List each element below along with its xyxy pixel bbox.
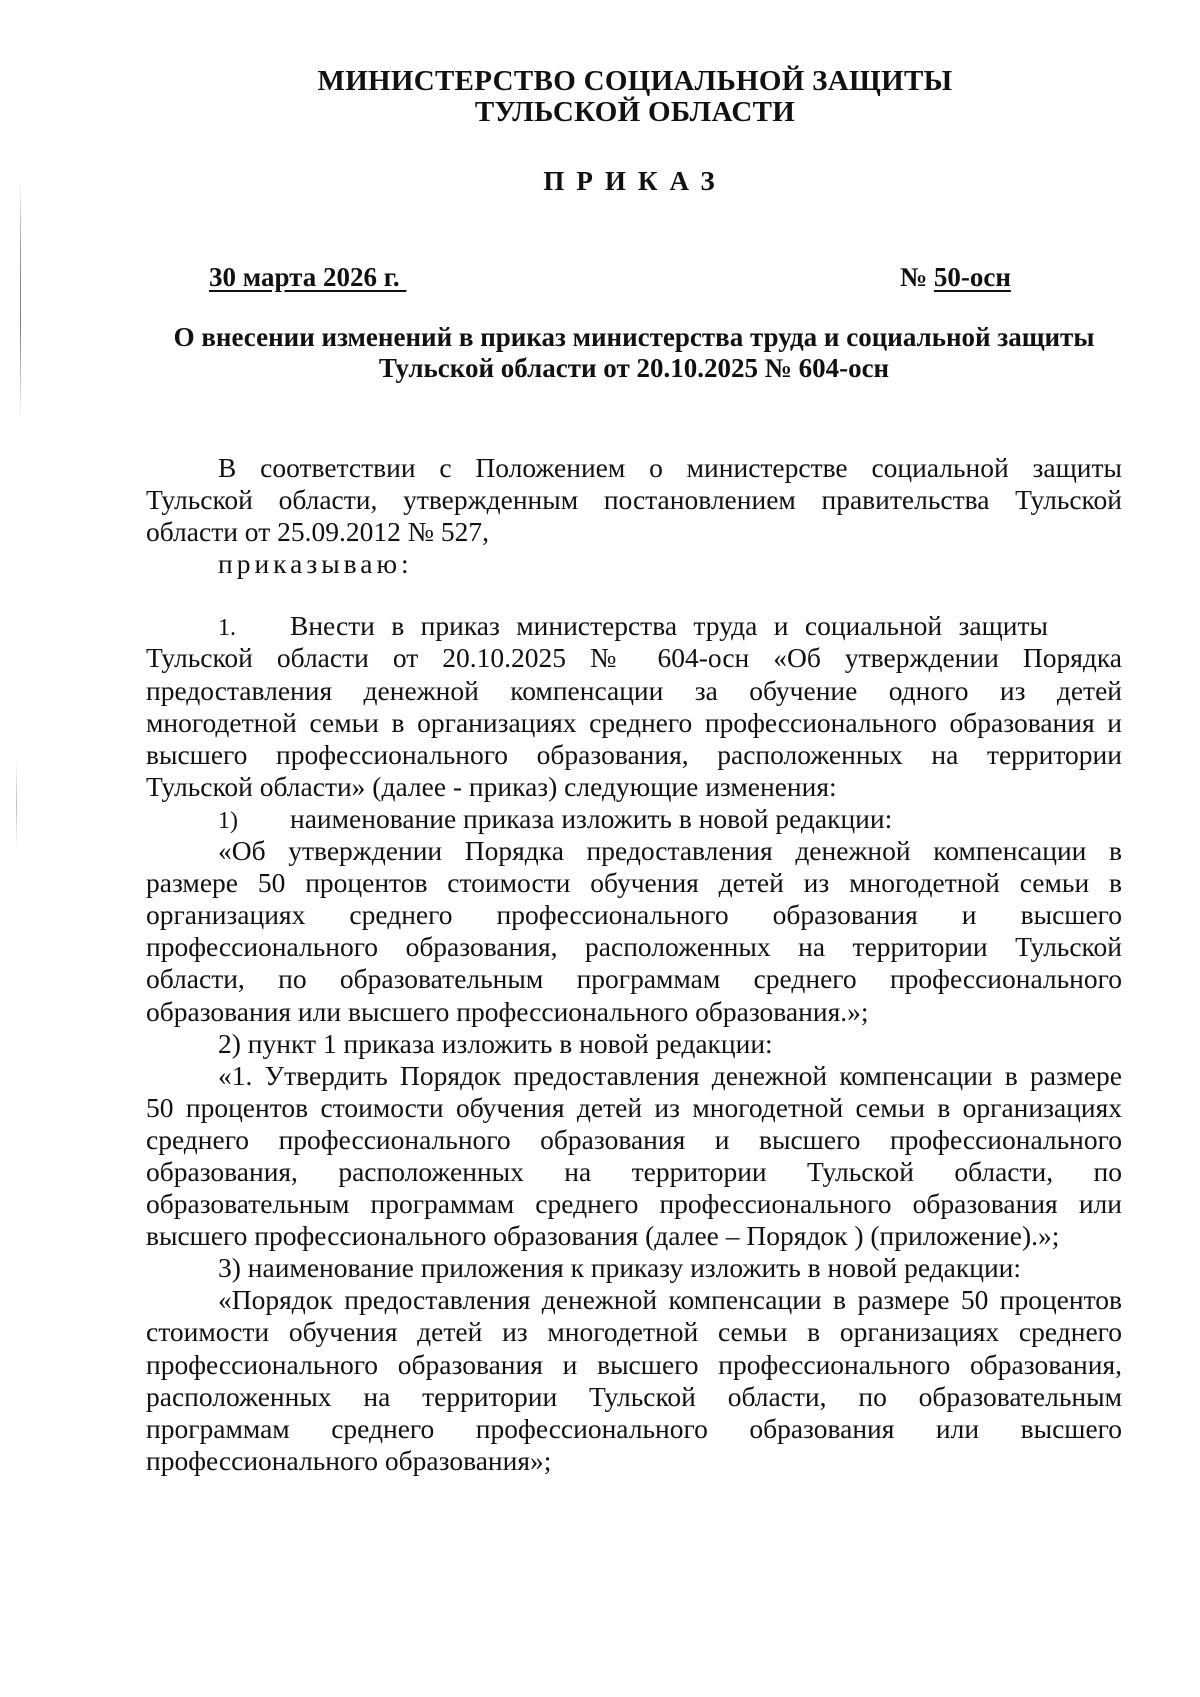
- item1-number: 1.: [218, 615, 236, 642]
- sub2-quote-line: образования, расположенных на территории Тульской области, по: [146, 1155, 1122, 1187]
- ministry-name-line1: МИНИСТЕРСТВО СОЦИАЛЬНОЙ ЗАЩИТЫ: [317, 65, 953, 97]
- subject-line2: Тульской области от 20.10.2025 № 604-осн: [378, 353, 890, 383]
- sub2-quote-line: «1. Утвердить Порядок предоставления денежной компенсации в размере: [218, 1059, 1122, 1091]
- sub3-quote-line: профессионального образования и высшего профессионального образования,: [146, 1348, 1122, 1380]
- sub2-quote-line: среднего профессионального образования и высшего профессионального: [146, 1123, 1122, 1155]
- sub3-quote-line: расположенных на территории Тульской области, по образовательным: [146, 1380, 1122, 1412]
- sub2-quote-line: образовательным программам среднего профессионального образования или: [146, 1188, 1122, 1220]
- scan-edge-mark: [20, 180, 21, 420]
- item1-line: многодетной семьи в организациях среднего профессионального образования и: [146, 706, 1122, 738]
- item1-first-text: Внести в приказ министерства труда и социальной защиты: [290, 610, 1048, 642]
- sub1-quote-line: области, по образовательным программам среднего профессионального: [146, 963, 1122, 995]
- item1-line: предоставления денежной компенсации за обучение одного из детей: [146, 674, 1122, 706]
- sub3-quote-line: программам среднего профессионального образования или высшего: [146, 1412, 1122, 1444]
- item1-line: Тульской области» (далее - приказ) следующие изменения:: [146, 770, 837, 802]
- sub1-line: [146, 803, 1122, 835]
- sub3-quote-line: профессионального образования»;: [146, 1444, 552, 1476]
- sub1-quote-line: профессионального образования, расположенных на территории Тульской: [146, 931, 1122, 963]
- order-number-value: 50-осн: [933, 262, 1011, 292]
- order-number: [900, 262, 1011, 293]
- order-date: 30 марта 2026 г.: [209, 262, 407, 292]
- preamble-line: В соответствии с Положением о министерстве социальной защиты: [218, 452, 1122, 483]
- sub2-quote-line: 50 процентов стоимости обучения детей из многодетной семьи в организациях: [146, 1091, 1122, 1123]
- sub2-quote-line: высшего профессионального образования (далее – Порядок ) (приложение).»;: [146, 1220, 1060, 1252]
- order-word: [146, 548, 1122, 580]
- sub1-quote-line: организациях среднего профессионального образования и высшего: [146, 899, 1122, 931]
- ministry-name-line2: ТУЛЬСКОЙ ОБЛАСТИ: [474, 96, 796, 128]
- sub1-quote-line: «Об утверждении Порядка предоставления денежной компенсации в: [218, 835, 1122, 867]
- item1-line: [146, 610, 1122, 642]
- order-word-text: приказываю:: [218, 548, 413, 580]
- scan-edge-mark: [16, 760, 17, 850]
- preamble-line: области от 25.09.2012 № 527,: [146, 516, 489, 548]
- spacer: [146, 580, 1122, 610]
- sub1-quote-line: размере 50 процентов стоимости обучения детей из многодетной семьи в: [146, 867, 1122, 899]
- document-body: [146, 452, 1122, 1477]
- order-title: ПРИКАЗ: [543, 166, 727, 196]
- sub1-number: 1): [218, 807, 238, 834]
- subject-line1: О внесении изменений в приказ министерства труда и социальной защиты: [173, 322, 1095, 352]
- sub1-quote-line: образования или высшего профессионального образования.»;: [146, 995, 869, 1027]
- item1-line: Тульской области от 20.10.2025 № 604-осн «Об утверждении Порядка: [146, 642, 1122, 674]
- sub1-text: наименование приказа изложить в новой редакции:: [290, 802, 893, 834]
- sub3-line: 3) наименование приложения к приказу изложить в новой редакции:: [218, 1252, 1022, 1284]
- sub3-quote-line: стоимости обучения детей из многодетной семьи в организациях среднего: [146, 1316, 1122, 1348]
- sub2-line: 2) пункт 1 приказа изложить в новой редакции:: [218, 1027, 773, 1059]
- preamble-line: Тульской области, утвержденным постановлением правительства Тульской: [146, 484, 1122, 516]
- order-number-prefix: №: [900, 262, 934, 292]
- sub3-quote-line: «Порядок предоставления денежной компенсации в размере 50 процентов: [218, 1284, 1122, 1316]
- item1-line: высшего профессионального образования, расположенных на территории: [146, 738, 1122, 770]
